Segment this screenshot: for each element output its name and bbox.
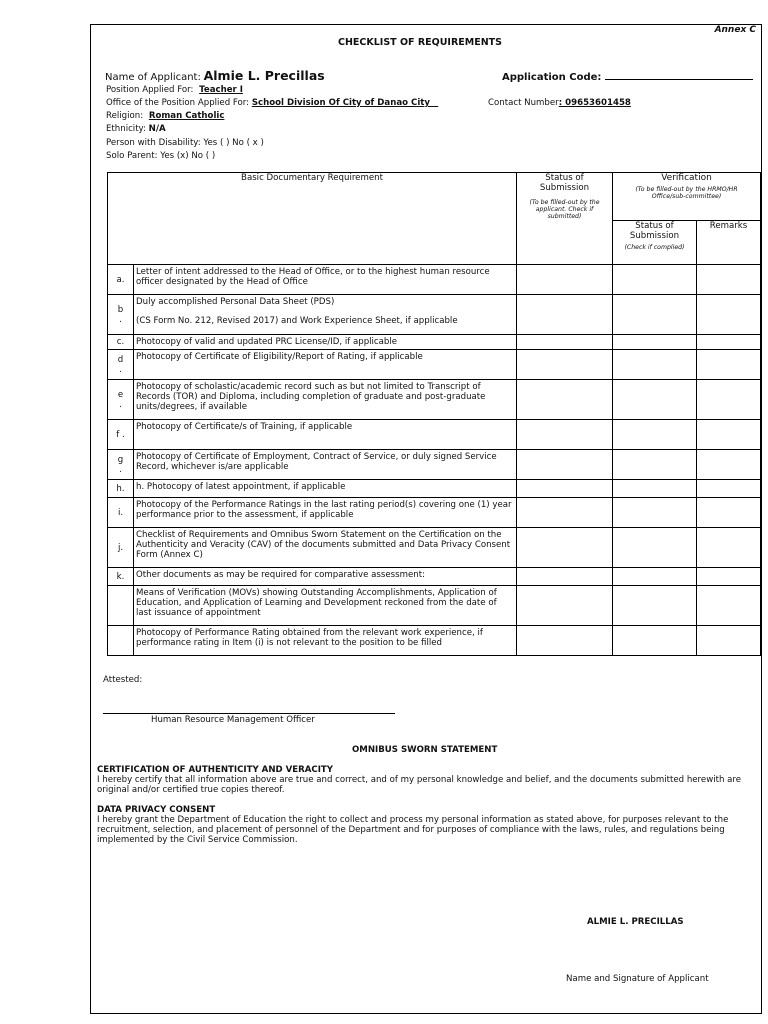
requirement-letter: b . (108, 295, 134, 334)
requirement-text: Photocopy of Certificate of Employment, Contract of Service, or duly signed Service Record, whichever is/are applicable (136, 452, 497, 472)
table-row (108, 335, 761, 350)
status-submission-cell[interactable] (517, 568, 613, 586)
verification-status-cell[interactable] (613, 626, 697, 656)
remarks-cell[interactable] (697, 380, 761, 420)
status-submission-cell[interactable] (517, 335, 613, 350)
header-status (517, 173, 613, 265)
remarks-cell[interactable] (697, 335, 761, 350)
table-row (108, 626, 761, 656)
cav-title: CERTIFICATION OF AUTHENTICITY AND VERACITY (97, 765, 334, 775)
status-submission-cell[interactable] (517, 498, 613, 528)
religion-label: Religion: (106, 111, 144, 121)
status-submission-cell[interactable] (517, 586, 613, 626)
verification-status-cell[interactable] (613, 295, 697, 335)
requirement-cell (108, 568, 517, 586)
disability-row[interactable]: Person with Disability: Yes ( ) No ( x ) (106, 138, 264, 148)
requirement-letter: k. (108, 568, 134, 585)
remarks-cell[interactable] (697, 568, 761, 586)
name-label: Name of Applicant: (105, 72, 201, 83)
applicant-name-row (105, 68, 325, 83)
requirement-cell (108, 528, 517, 568)
office-row (106, 98, 438, 108)
requirement-text: Other documents as may be required for comparative assessment: (136, 570, 425, 580)
header-verification-note: (To be filled-out by the HRMO/HR Office/sub-committee) (635, 186, 738, 200)
requirement-letter: j. (108, 528, 134, 567)
requirement-text: Photocopy of the Performance Ratings in the last rating period(s) covering one (1) year performance prior to the assessment, if applicable (136, 500, 512, 520)
requirement-letter (108, 586, 134, 625)
requirement-cell (108, 450, 517, 480)
signature-caption: Name and Signature of Applicant (566, 974, 709, 984)
ethnicity-value[interactable]: N/A (148, 124, 166, 134)
applicant-name[interactable]: Almie L. Precillas (203, 68, 325, 83)
requirement-letter: a. (108, 265, 134, 294)
status-submission-cell[interactable] (517, 480, 613, 498)
requirement-letter: c. (108, 335, 134, 349)
remarks-cell[interactable] (697, 586, 761, 626)
attested-label: Attested: (103, 675, 143, 685)
contact-value[interactable]: : 09653601458 (558, 98, 631, 108)
verification-status-cell[interactable] (613, 498, 697, 528)
status-submission-cell[interactable] (517, 626, 613, 656)
requirement-cell (108, 265, 517, 295)
requirement-letter: e . (108, 380, 134, 419)
table-row (108, 420, 761, 450)
table-row (108, 498, 761, 528)
requirement-text: Letter of intent addressed to the Head of Office, or to the highest human resource officer designated by the Head of Office (136, 267, 490, 287)
ethnicity-row (106, 124, 166, 134)
page-title: CHECKLIST OF REQUIREMENTS (338, 37, 502, 48)
requirement-text: Duly accomplished Personal Data Sheet (PDS) (136, 297, 335, 307)
header-ver-status-label: Status of Submission (629, 221, 680, 241)
header-remarks: Remarks (697, 221, 761, 265)
requirements-table (107, 172, 761, 656)
requirement-text-continued: (CS Form No. 212, Revised 2017) and Work Experience Sheet, if applicable (136, 316, 458, 326)
requirement-cell (108, 420, 517, 450)
omnibus-title: OMNIBUS SWORN STATEMENT (352, 745, 498, 755)
ethnicity-label: Ethnicity: (106, 124, 146, 134)
dpc-title: DATA PRIVACY CONSENT (97, 805, 216, 815)
verification-status-cell[interactable] (613, 265, 697, 295)
header-status-note: (To be filled-out by the applicant. Check if submitted) (529, 199, 600, 220)
table-row (108, 586, 761, 626)
status-submission-cell[interactable] (517, 265, 613, 295)
table-row (108, 450, 761, 480)
remarks-cell[interactable] (697, 350, 761, 380)
hrmo-caption: Human Resource Management Officer (151, 715, 315, 725)
remarks-cell[interactable] (697, 480, 761, 498)
remarks-cell[interactable] (697, 295, 761, 335)
requirement-letter: d . (108, 350, 134, 379)
requirement-cell (108, 335, 517, 350)
solo-parent-row[interactable]: Solo Parent: Yes (x) No ( ) (106, 151, 216, 161)
application-code-row (502, 70, 753, 83)
office-value[interactable]: School Division Of City of Danao City (251, 98, 430, 108)
office-label: Office of the Position Applied For: (106, 98, 250, 108)
header-ver-status-note: (Check if complied) (624, 244, 685, 251)
table-row (108, 380, 761, 420)
contact-label: Contact Number (488, 98, 559, 108)
requirement-letter: i. (108, 498, 134, 527)
remarks-cell[interactable] (697, 420, 761, 450)
remarks-cell[interactable] (697, 265, 761, 295)
attest-signature-line[interactable] (103, 713, 395, 714)
requirement-text: Means of Verification (MOVs) showing Outstanding Accomplishments, Application of Education, and Application of Learning and Development reckoned from the date of last issuance of appointment (136, 588, 497, 618)
verification-status-cell[interactable] (613, 380, 697, 420)
requirement-text: Photocopy of Certificate of Eligibility/Report of Rating, if applicable (136, 352, 423, 362)
requirement-letter: f . (108, 420, 134, 449)
verification-status-cell[interactable] (613, 350, 697, 380)
status-submission-cell[interactable] (517, 450, 613, 480)
requirement-cell (108, 295, 517, 335)
table-row (108, 528, 761, 568)
header-ver-status (613, 221, 697, 265)
table-row (108, 350, 761, 380)
status-submission-cell[interactable] (517, 528, 613, 568)
verification-status-cell[interactable] (613, 586, 697, 626)
status-submission-cell[interactable] (517, 380, 613, 420)
status-submission-cell[interactable] (517, 295, 613, 335)
table-row (108, 295, 761, 335)
requirement-cell (108, 586, 517, 626)
header-status-label: Status of Submission (539, 173, 590, 193)
verification-status-cell[interactable] (613, 528, 697, 568)
remarks-cell[interactable] (697, 528, 761, 568)
verification-status-cell[interactable] (613, 335, 697, 350)
annex-label: Annex C (714, 25, 756, 35)
app-code-label: Application Code: (502, 72, 602, 83)
header-verification (613, 173, 761, 221)
verification-status-cell[interactable] (613, 420, 697, 450)
status-submission-cell[interactable] (517, 350, 613, 380)
requirement-text: h. Photocopy of latest appointment, if applicable (136, 482, 346, 492)
requirement-cell (108, 350, 517, 380)
table-row (108, 480, 761, 498)
requirement-cell (108, 480, 517, 498)
requirement-cell (108, 380, 517, 420)
religion-value[interactable]: Roman Catholic (148, 111, 225, 121)
remarks-cell[interactable] (697, 626, 761, 656)
position-label: Position Applied For: (106, 85, 194, 95)
requirement-letter: h. (108, 480, 134, 497)
header-requirement: Basic Documentary Requirement (108, 173, 517, 265)
remarks-cell[interactable] (697, 450, 761, 480)
header-verification-label: Verification (661, 173, 712, 183)
requirement-text: Checklist of Requirements and Omnibus Sworn Statement on the Certification on the Authenticity and Veracity (CAV) of the documents submitted and Data Privacy Consent Form (Annex C) (136, 530, 511, 560)
requirement-cell (108, 498, 517, 528)
verification-status-cell[interactable] (613, 450, 697, 480)
app-code-field[interactable] (605, 70, 753, 80)
requirement-cell (108, 626, 517, 656)
requirement-text: Photocopy of valid and updated PRC License/ID, if applicable (136, 337, 398, 347)
position-row (106, 85, 243, 95)
dpc-text: I hereby grant the Department of Education the right to collect and process my personal information as stated above, for purposes relevant to the recruitment, selection, and placement of personnel of the Department and for purposes of compliance with the laws, rules, and regulations being implemented by the Civil Service Commission. (97, 815, 729, 845)
cav-text: I hereby certify that all information above are true and correct, and of my personal knowledge and belief, and the documents submitted herewith are original and/or certified true copies thereof. (97, 775, 742, 795)
verification-status-cell[interactable] (613, 480, 697, 498)
requirement-text: Photocopy of scholastic/academic record such as but not limited to Transcript of Records (TOR) and Diploma, including completion of graduate and post-graduate units/degrees, if available (136, 382, 486, 412)
position-value[interactable]: Teacher I (199, 85, 243, 95)
requirement-letter (108, 626, 134, 655)
status-submission-cell[interactable] (517, 420, 613, 450)
requirement-letter: g . (108, 450, 134, 479)
requirement-text: Photocopy of Certificate/s of Training, if applicable (136, 422, 353, 432)
religion-row (106, 111, 224, 121)
verification-status-cell[interactable] (613, 568, 697, 586)
table-row (108, 568, 761, 586)
applicant-printed-name: ALMIE L. PRECILLAS (587, 917, 684, 927)
requirement-text: Photocopy of Performance Rating obtained from the relevant work experience, if performance rating in Item (i) is not relevant to the position to be filled (136, 628, 483, 648)
table-row (108, 265, 761, 295)
contact-row (488, 98, 631, 108)
remarks-cell[interactable] (697, 498, 761, 528)
